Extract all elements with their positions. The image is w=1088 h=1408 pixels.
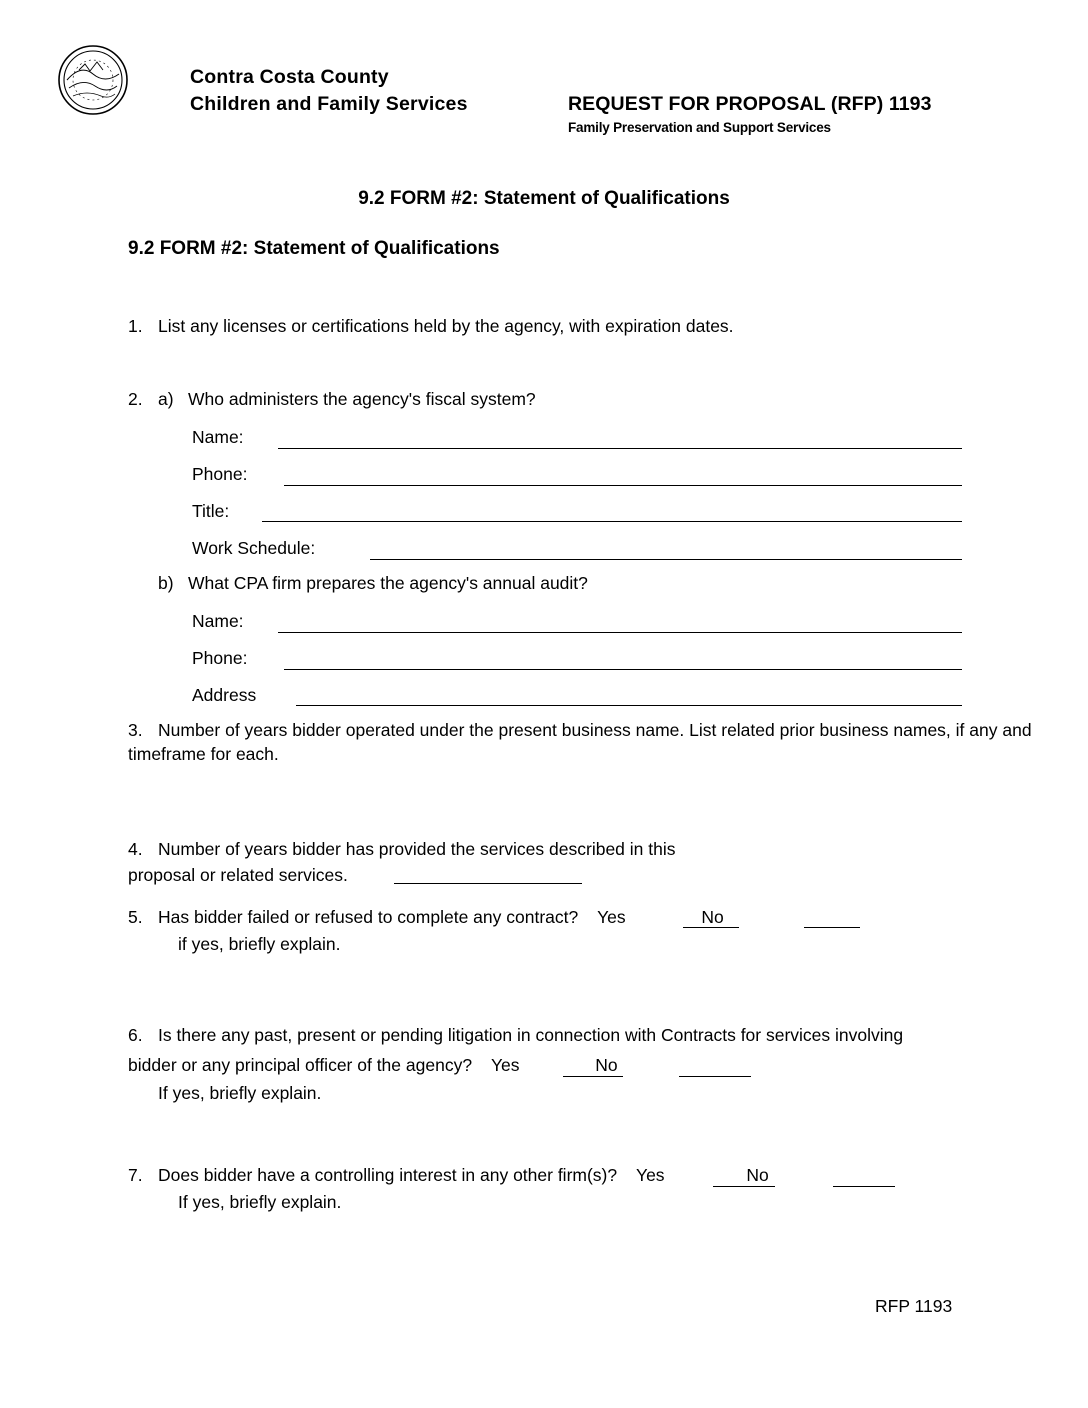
organization-name xyxy=(190,64,468,118)
field-input-q7-no[interactable] xyxy=(833,1186,895,1187)
question-3-number: 3. xyxy=(128,720,143,740)
document-header xyxy=(0,38,1088,148)
page-footer: RFP 1193 xyxy=(875,1296,953,1316)
field-label-fiscal-name: Name: xyxy=(192,427,244,447)
question-5-text: Has bidder failed or refused to complete any contract? xyxy=(158,907,579,927)
question-6-no-label: No xyxy=(595,1055,618,1075)
question-1 xyxy=(128,314,734,338)
question-5-yes-label: Yes xyxy=(597,907,626,927)
question-1-text: List any licenses or certifications held by the agency, with expiration dates. xyxy=(158,316,734,336)
field-input-q6-yes[interactable] xyxy=(563,1076,623,1077)
question-3-text: Number of years bidder operated under the present business name. List related prior business names, if any and timeframe for each. xyxy=(128,720,1032,764)
question-4-number: 4. xyxy=(128,839,143,859)
question-4-text-line-1: Number of years bidder has provided the services described in this xyxy=(158,839,676,859)
question-6-text-line-2: bidder or any principal officer of the agency? xyxy=(128,1055,473,1075)
question-7-text: Does bidder have a controlling interest in any other firm(s)? xyxy=(158,1165,618,1185)
field-input-fiscal-title[interactable] xyxy=(262,521,962,522)
field-input-fiscal-phone[interactable] xyxy=(284,485,962,486)
form-title-centered: 9.2 FORM #2: Statement of Qualifications xyxy=(358,188,730,209)
field-input-q5-no[interactable] xyxy=(804,927,860,928)
rfp-title: REQUEST FOR PROPOSAL (RFP) 1193 xyxy=(568,93,932,115)
org-line-1: Contra Costa County xyxy=(190,66,389,88)
question-7-no-label: No xyxy=(746,1165,769,1185)
question-6-line-2 xyxy=(128,1053,618,1077)
question-2 xyxy=(128,387,536,411)
field-input-cpa-name[interactable] xyxy=(278,632,962,633)
question-4-text-line-2: proposal or related services. xyxy=(128,865,348,885)
field-label-cpa-name: Name: xyxy=(192,611,244,631)
question-5-subtext: if yes, briefly explain. xyxy=(178,934,341,954)
question-4 xyxy=(128,837,675,861)
question-7-yes-label: Yes xyxy=(636,1165,665,1185)
question-6-subtext: If yes, briefly explain. xyxy=(158,1083,322,1103)
question-2-number: 2. xyxy=(128,389,143,409)
question-1-number: 1. xyxy=(128,316,143,336)
field-label-fiscal-phone: Phone: xyxy=(192,464,248,484)
form-title-left: 9.2 FORM #2: Statement of Qualifications xyxy=(128,238,500,259)
question-5 xyxy=(128,905,724,929)
question-3 xyxy=(128,718,1048,766)
question-5-no-label: No xyxy=(701,907,724,927)
field-label-fiscal-title: Title: xyxy=(192,501,230,521)
field-input-cpa-address[interactable] xyxy=(296,705,962,706)
field-label-cpa-phone: Phone: xyxy=(192,648,248,668)
field-input-years-services[interactable] xyxy=(394,883,582,884)
question-2b-text: What CPA firm prepares the agency's annual audit? xyxy=(188,573,588,593)
question-6-number: 6. xyxy=(128,1025,143,1045)
question-6 xyxy=(128,1023,903,1047)
question-7 xyxy=(128,1163,769,1187)
field-input-q7-yes[interactable] xyxy=(713,1186,775,1187)
field-input-cpa-phone[interactable] xyxy=(284,669,962,670)
question-2a-text: Who administers the agency's fiscal system? xyxy=(188,389,536,409)
field-input-q6-no[interactable] xyxy=(679,1076,751,1077)
question-7-number: 7. xyxy=(128,1165,143,1185)
question-2b-label: b) xyxy=(158,573,174,593)
question-6-yes-label: Yes xyxy=(490,1055,520,1075)
question-2a-label: a) xyxy=(158,389,174,409)
question-6-text-line-1: Is there any past, present or pending litigation in connection with Contracts for services involving xyxy=(158,1025,904,1045)
rfp-subtitle: Family Preservation and Support Services xyxy=(568,120,831,135)
field-input-q5-yes[interactable] xyxy=(683,927,739,928)
rfp-header xyxy=(568,93,932,135)
question-5-number: 5. xyxy=(128,907,143,927)
county-seal-icon xyxy=(57,44,129,116)
field-label-cpa-address: Address xyxy=(192,685,257,705)
org-line-2: Children and Family Services xyxy=(190,93,468,115)
field-input-work-schedule[interactable] xyxy=(370,559,962,560)
field-input-fiscal-name[interactable] xyxy=(278,448,962,449)
question-7-subtext: If yes, briefly explain. xyxy=(178,1192,342,1212)
question-2b xyxy=(158,571,588,595)
field-label-work-schedule: Work Schedule: xyxy=(192,538,316,558)
